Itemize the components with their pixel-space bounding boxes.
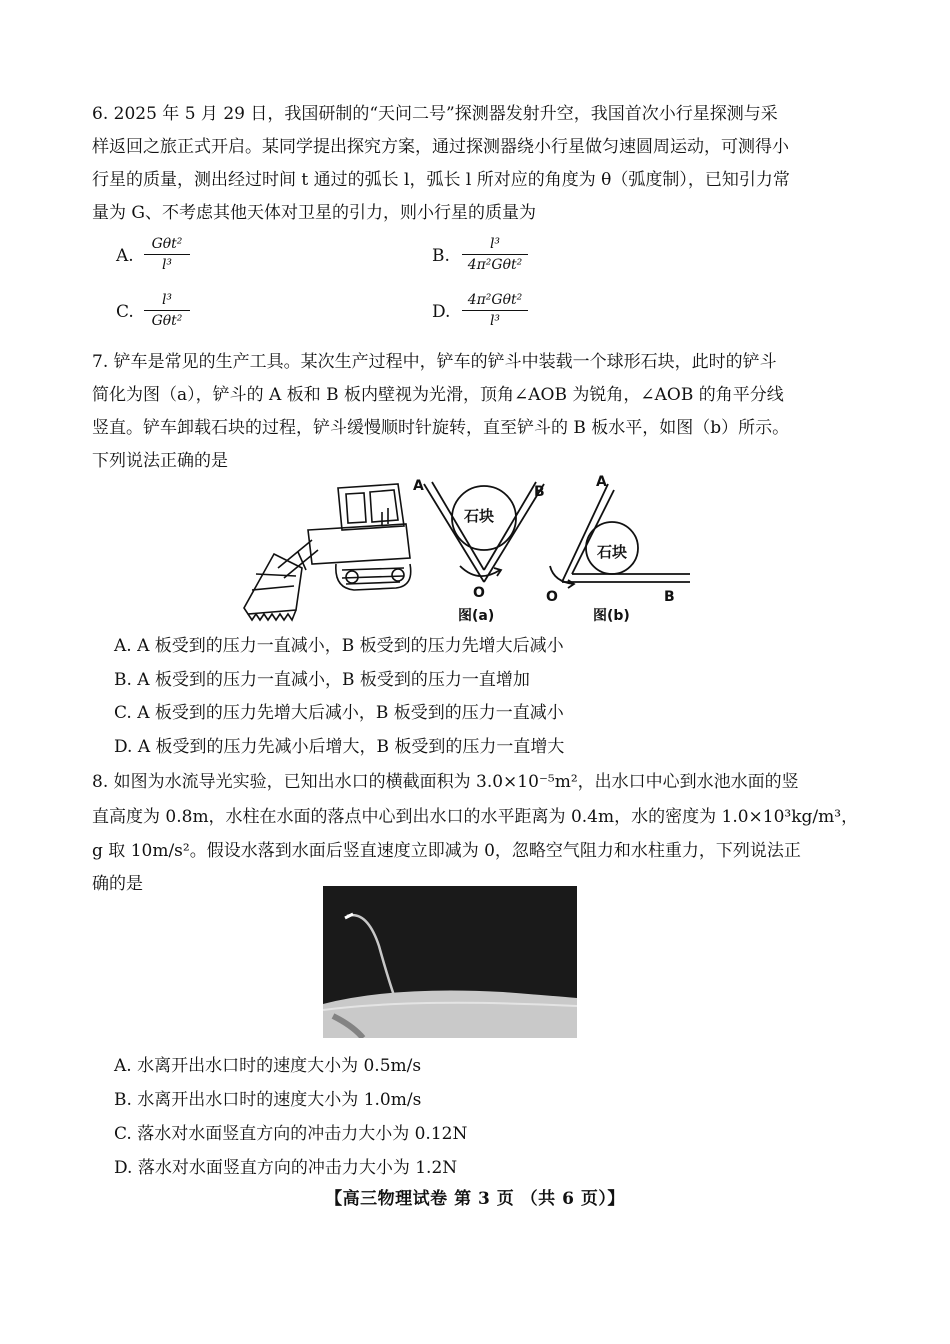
figure-b-stone-label: 石块 xyxy=(597,543,628,561)
q6-option-b-label: B. xyxy=(432,246,450,266)
q6-option-a-label: A. xyxy=(116,246,134,266)
q6-option-d-denominator: l³ xyxy=(489,313,501,329)
q6-line-3: 行星的质量，测出经过时间 t 通过的弧长 l，弧长 l 所对应的角度为 θ（弧度制），已知引力常 xyxy=(92,170,790,190)
q6-line-4: 量为 G、不考虑其他天体对卫星的引力，则小行星的质量为 xyxy=(92,203,536,223)
q6-line-2: 样返回之旅正式开启。某同学提出探究方案，通过探测器绕小行星做匀速圆周运动，可测得小 xyxy=(92,137,789,157)
q7-line-2: 简化为图（a），铲斗的 A 板和 B 板内壁视为光滑，顶角∠AOB 为锐角，∠AOB 的角平分线 xyxy=(92,385,784,405)
q8-choice-b: B. 水离开出水口时的速度大小为 1.0m/s xyxy=(114,1090,422,1110)
q8-choice-d: D. 落水对水面竖直方向的冲击力大小为 1.2N xyxy=(114,1158,458,1178)
figure-b-caption: 图(b) xyxy=(593,608,630,624)
q6-option-a-fraction xyxy=(144,234,190,275)
q8-line-4: 确的是 xyxy=(92,874,143,894)
figure-a-label-o: O xyxy=(473,585,485,601)
q8-line-3: g 取 10m/s²。假设水落到水面后竖直速度立即减为 0，忽略空气阻力和水柱重力，下列说法正 xyxy=(92,841,801,861)
figure-a-stone-label: 石块 xyxy=(464,507,495,525)
q8-choice-a: A. 水离开出水口时的速度大小为 0.5m/s xyxy=(114,1056,422,1076)
q6-option-a-numerator: Gθt² xyxy=(151,236,183,252)
figure-a-label-a: A xyxy=(413,478,424,494)
water-jet-drawing xyxy=(323,886,577,1038)
figure-a-caption: 图(a) xyxy=(458,608,495,624)
q7-line-1: 7. 铲车是常见的生产工具。某次生产过程中，铲车的铲斗中装载一个球形石块，此时的铲斗 xyxy=(92,352,777,372)
figure-b-label-o: O xyxy=(546,589,558,605)
q6-option-c-numerator: l³ xyxy=(161,292,173,308)
q6-option-d-numerator: 4π²Gθt² xyxy=(467,292,523,308)
q6-option-b-denominator: 4π²Gθt² xyxy=(467,257,523,273)
q6-option-d-label: D. xyxy=(432,302,451,322)
page-footer: 【高三物理试卷 第 3 页 （共 6 页）】 xyxy=(325,1189,625,1209)
figure-b-diagram xyxy=(540,474,700,604)
q6-line-1: 6. 2025 年 5 月 29 日，我国研制的“天问二号”探测器发射升空，我国首次小行星探测与采 xyxy=(92,104,778,124)
q8-line-2: 直高度为 0.8m，水柱在水面的落点中心到出水口的水平距离为 0.4m，水的密度为 1.0×10³kg/m³， xyxy=(92,807,859,827)
q6-option-a-denominator: l³ xyxy=(161,257,173,273)
q6-option-b-numerator: l³ xyxy=(489,236,501,252)
q7-choice-a: A. A 板受到的压力一直减小，B 板受到的压力先增大后减小 xyxy=(114,636,564,656)
water-jet-photo xyxy=(323,886,577,1038)
q6-option-c-denominator: Gθt² xyxy=(151,313,183,329)
figure-b-label-b: B xyxy=(664,589,675,605)
q7-choice-c: C. A 板受到的压力先增大后减小，B 板受到的压力一直减小 xyxy=(114,703,564,723)
q7-choice-d: D. A 板受到的压力先减小后增大，B 板受到的压力一直增大 xyxy=(114,737,565,757)
q6-option-c-fraction xyxy=(144,290,190,331)
q6-option-b-fraction xyxy=(462,234,528,275)
q7-choice-b: B. A 板受到的压力一直减小，B 板受到的压力一直增加 xyxy=(114,670,530,690)
q8-choice-c: C. 落水对水面竖直方向的冲击力大小为 0.12N xyxy=(114,1124,468,1144)
figure-b-label-a: A xyxy=(596,474,607,490)
q8-line-1: 8. 如图为水流导光实验，已知出水口的横截面积为 3.0×10⁻⁵m²，出水口中心到水池水面的竖 xyxy=(92,772,799,792)
loader-illustration xyxy=(238,478,418,626)
figure-a-label-b: B xyxy=(534,484,545,500)
q7-line-3: 竖直。铲车卸载石块的过程，铲斗缓慢顺时针旋转，直至铲斗的 B 板水平，如图（b）所示。 xyxy=(92,418,790,438)
q6-option-d-fraction xyxy=(462,290,528,331)
q6-option-c-label: C. xyxy=(116,302,134,322)
q7-line-4: 下列说法正确的是 xyxy=(92,451,228,471)
